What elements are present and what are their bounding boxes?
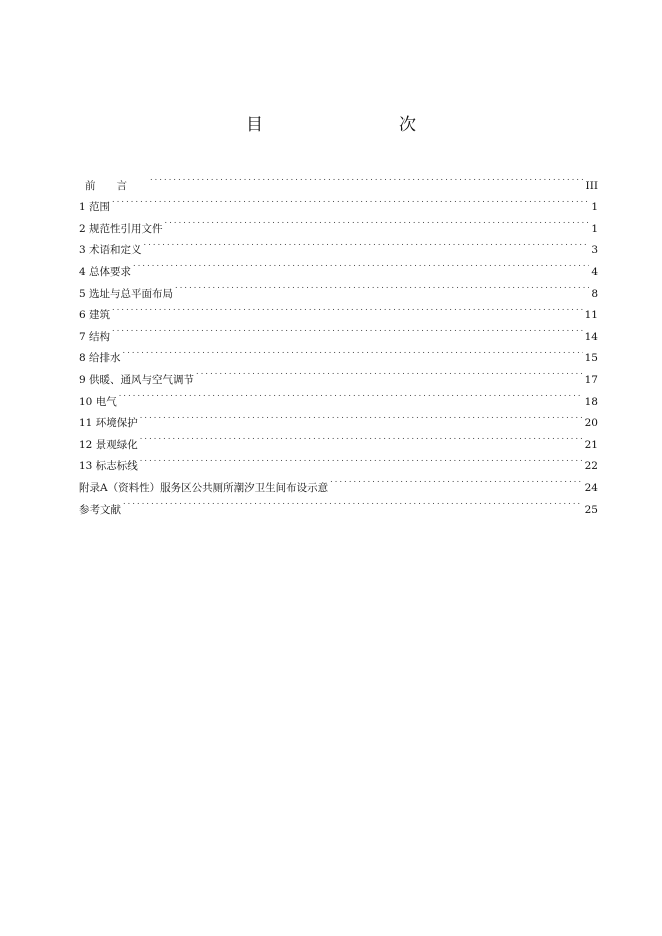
toc-entry-label: 7 结构 bbox=[79, 330, 111, 343]
toc-entry[interactable] bbox=[79, 189, 598, 214]
toc-entry-label: 1 范围 bbox=[79, 201, 111, 214]
toc-entry-label: 12 景观绿化 bbox=[79, 438, 138, 451]
toc-leader-dots bbox=[140, 405, 583, 427]
toc-entry-page: 20 bbox=[584, 417, 598, 430]
toc-entry[interactable] bbox=[79, 297, 598, 322]
toc-entry[interactable] bbox=[79, 448, 598, 473]
toc-entry-page: 1 bbox=[591, 222, 598, 235]
toc-leader-dots bbox=[140, 448, 583, 470]
toc-entry-page: 17 bbox=[584, 373, 598, 386]
toc-entry-preface[interactable] bbox=[79, 167, 598, 192]
toc-entry-page: 4 bbox=[591, 265, 598, 278]
toc-entry[interactable] bbox=[79, 405, 598, 430]
toc-leader-dots bbox=[175, 275, 589, 297]
toc-leader-dots bbox=[119, 383, 583, 405]
toc-leader-dots bbox=[165, 210, 590, 232]
toc-entry[interactable] bbox=[79, 340, 598, 365]
toc-entry-page: 25 bbox=[584, 503, 598, 516]
toc-entry-page: 14 bbox=[584, 330, 598, 343]
toc-entry-label: 附录A（资料性）服务区公共厕所潮汐卫生间布设示意 bbox=[79, 481, 329, 494]
toc-leader-dots bbox=[133, 253, 589, 275]
toc-entry-label: 8 给排水 bbox=[79, 352, 121, 365]
toc-entry[interactable] bbox=[79, 426, 598, 451]
toc-leader-dots bbox=[123, 340, 583, 362]
toc-entry-label: 13 标志标线 bbox=[79, 460, 138, 473]
toc-entry-label: 11 环境保护 bbox=[79, 417, 138, 430]
toc-leader-dots bbox=[140, 426, 583, 448]
toc-entry-page: III bbox=[585, 179, 598, 192]
toc-leader-dots bbox=[112, 297, 583, 319]
toc-leader-dots bbox=[112, 318, 583, 340]
toc-entry-page: 21 bbox=[584, 438, 598, 451]
toc-entry-page: 15 bbox=[584, 352, 598, 365]
toc-leader-dots bbox=[196, 361, 583, 383]
table-of-contents bbox=[79, 167, 598, 516]
toc-entry-page: 24 bbox=[584, 481, 598, 494]
toc-entry[interactable] bbox=[79, 383, 598, 408]
toc-leader-dots bbox=[112, 189, 589, 211]
toc-entry[interactable] bbox=[79, 275, 598, 300]
toc-entry[interactable] bbox=[79, 253, 598, 278]
toc-entry-page: 3 bbox=[591, 244, 598, 257]
toc-entry-label: 4 总体要求 bbox=[79, 265, 132, 278]
toc-entry[interactable] bbox=[79, 361, 598, 386]
toc-leader-dots bbox=[330, 469, 583, 491]
toc-entry-label: 3 术语和定义 bbox=[79, 244, 142, 257]
toc-entry-page: 11 bbox=[584, 309, 598, 322]
toc-entry-bibliography[interactable] bbox=[79, 491, 598, 516]
toc-entry-page: 22 bbox=[584, 460, 598, 473]
toc-entry-label: 2 规范性引用文件 bbox=[79, 222, 163, 235]
toc-leader-dots bbox=[123, 491, 583, 513]
toc-entry-label: 10 电气 bbox=[79, 395, 117, 408]
toc-entry-label: 9 供暖、通风与空气调节 bbox=[79, 373, 195, 386]
toc-entry-page: 18 bbox=[584, 395, 598, 408]
page-title: 目 次 bbox=[246, 115, 450, 135]
toc-entry-label: 前言 bbox=[85, 179, 148, 192]
toc-entry-label: 5 选址与总平面布局 bbox=[79, 287, 174, 300]
toc-leader-dots bbox=[150, 167, 584, 189]
toc-entry-label: 参考文献 bbox=[79, 503, 121, 516]
toc-entry[interactable] bbox=[79, 232, 598, 257]
toc-entry[interactable] bbox=[79, 318, 598, 343]
toc-entry-page: 1 bbox=[591, 201, 598, 214]
toc-entry-appendix-a[interactable] bbox=[79, 469, 598, 494]
toc-leader-dots bbox=[144, 232, 590, 254]
toc-entry[interactable] bbox=[79, 210, 598, 235]
toc-entry-page: 8 bbox=[591, 287, 598, 300]
toc-entry-label: 6 建筑 bbox=[79, 309, 111, 322]
